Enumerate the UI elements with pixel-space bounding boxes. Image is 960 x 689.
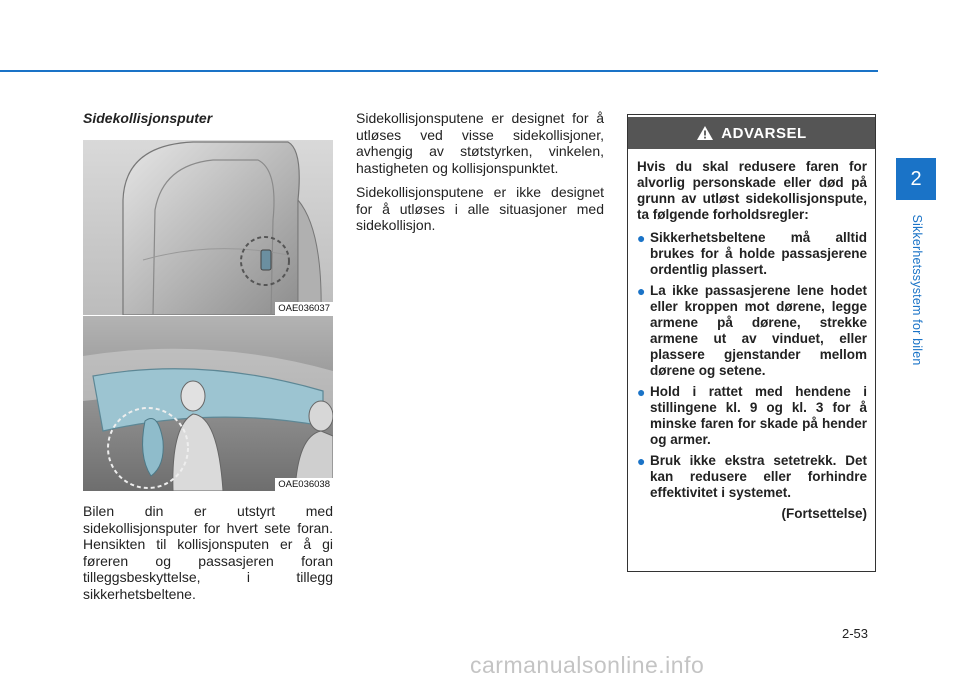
warning-intro: Hvis du skal redusere faren for alvorlig personskade eller død på grunn av utløst sidekollisjonspute, ta følgende forholdsregler: [637, 159, 867, 222]
warning-header [628, 117, 875, 149]
intro-paragraph: Bilen din er utstyrt med sidekollisjonsputer for hvert sete foran. Hensikten til kollisjonsputen er å gi føreren og passasjeren foran tilleggsbeskyttelse, i tillegg sikkerhetsbeltene. [83, 503, 333, 602]
header-rule [0, 70, 878, 72]
airbag-label-icon [261, 250, 271, 270]
warning-item [637, 384, 867, 448]
bullet-icon: ● [637, 384, 646, 400]
paragraph-1: Sidekollisjonsputene er designet for å utløses ved visse sidekollisjoner, avhengig av støtstyrken, vinkelen, hastigheten og kollisjonspunktet. [356, 110, 604, 176]
continued-label: (Fortsettelse) [781, 506, 867, 521]
chapter-title: Sikkerhetssystem for bilen [910, 214, 924, 366]
warning-triangle-icon [696, 125, 714, 141]
bullet-icon: ● [637, 283, 646, 299]
warning-item-text: Sikkerhetsbeltene må alltid brukes for å holde passasjerene ordentlig plassert. [650, 230, 867, 277]
bullet-icon: ● [637, 453, 646, 469]
warning-item [637, 453, 867, 501]
warning-item-text: Hold i rattet med hendene i stillingene kl. 9 og kl. 3 for å minske faren for skade på hender og armer. [650, 384, 867, 447]
middle-column [356, 110, 604, 242]
section-heading: Sidekollisjonsputer [83, 110, 213, 126]
seat-illustration [83, 140, 333, 315]
chapter-number-tab[interactable]: 2 [896, 158, 936, 200]
warning-body [628, 149, 875, 522]
figure-code: OAE036038 [275, 478, 333, 491]
figure-code: OAE036037 [275, 302, 333, 315]
warning-item [637, 230, 867, 278]
paragraph-2: Sidekollisjonsputene er ikke designet for å utløses i alle situasjoner med sidekollisjon. [356, 184, 604, 233]
watermark[interactable]: carmanualsonline.info [470, 652, 705, 678]
deployment-illustration [83, 316, 333, 491]
warning-list [637, 230, 867, 501]
warning-item [637, 283, 867, 379]
seat-airbag-figure [83, 140, 333, 315]
occupant-head [181, 381, 205, 411]
left-column [83, 110, 333, 602]
warning-box [627, 114, 876, 572]
page-number: 2-53 [842, 626, 869, 641]
bullet-icon: ● [637, 230, 646, 246]
warning-title: ADVARSEL [721, 124, 807, 142]
warning-item-text: Bruk ikke ekstra setetrekk. Det kan redusere eller forhindre effektivitet i systemet. [650, 453, 867, 500]
airbag-deploy-figure [83, 316, 333, 491]
warning-item-text: La ikke passasjerene lene hodet eller kroppen mot dørene, legge armene på dørene, strekke armene ut av vinduet, eller plassere gjenstander mellom dørene og setene. [650, 283, 867, 378]
